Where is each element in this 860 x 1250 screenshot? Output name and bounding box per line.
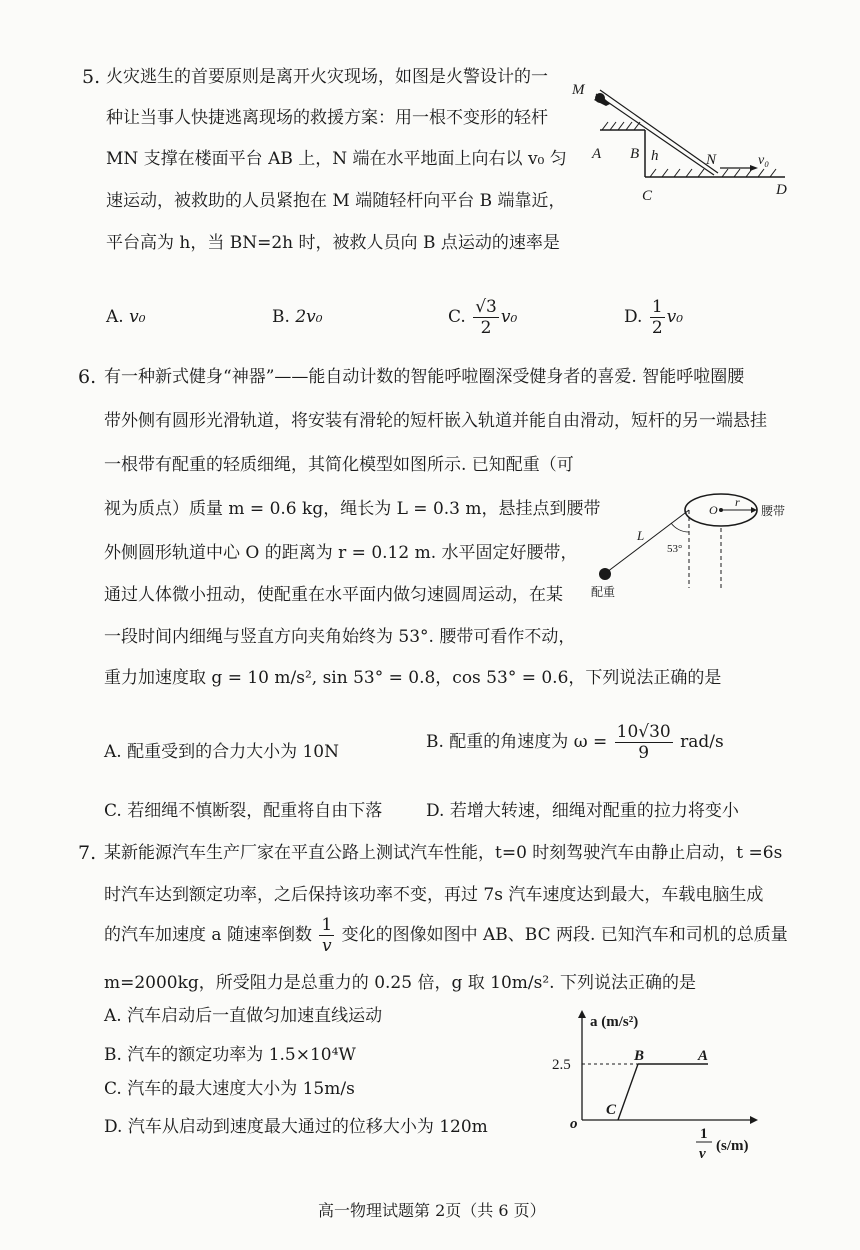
q7-line-1: 某新能源汽车生产厂家在平直公路上测试汽车性能，t=0 时刻驾驶汽车由静止启动，t =6s xyxy=(104,843,783,863)
svg-text:A: A xyxy=(698,1048,709,1064)
svg-text:腰带: 腰带 xyxy=(761,504,786,518)
segment-bc xyxy=(618,1064,638,1120)
svg-text:N: N xyxy=(706,152,717,168)
svg-text:C: C xyxy=(642,188,653,204)
svg-text:B: B xyxy=(634,1048,645,1064)
q7-line-3: 的汽车加速度 a 随速率倒数 $\frac{1}{v}$ 变化的图像如图中 AB、BC 两段. 已知汽车和司机的总质量 xyxy=(104,915,788,956)
q6-line-5: 外侧圆形轨道中心 O 的距离为 r = 0.12 m. 水平固定好腰带， xyxy=(104,543,578,563)
q7-option-d[interactable]: D. 汽车从启动到速度最大通过的位移大小为 120m xyxy=(104,1117,488,1137)
svg-text:A: A xyxy=(592,146,602,162)
svg-text:L: L xyxy=(637,528,645,543)
q7-number: 7. xyxy=(78,842,97,864)
svg-text:v: v xyxy=(699,1146,706,1162)
page-footer: 高一物理试题第 2页（共 6 页） xyxy=(318,1201,546,1220)
q5-rescue-figure xyxy=(570,72,800,212)
q5-line-1: 火灾逃生的首要原则是离开火灾现场，如图是火警设计的一 xyxy=(106,67,548,87)
svg-text:1: 1 xyxy=(700,1126,708,1142)
svg-text:(s/m): (s/m) xyxy=(716,1138,749,1154)
q6-line-4: 视为质点）质量 m = 0.6 kg，绳长为 L = 0.3 m，悬挂点到腰带 xyxy=(104,499,601,519)
q6-option-c[interactable]: C. 若细绳不慎断裂，配重将自由下落 xyxy=(104,801,383,821)
q7-option-c[interactable]: C. 汽车的最大速度大小为 15m/s xyxy=(104,1079,355,1099)
q5-number: 5. xyxy=(82,66,101,88)
q5-option-a[interactable]: A. v₀ xyxy=(106,307,146,327)
q7-option-b[interactable]: B. 汽车的额定功率为 1.5×10⁴W xyxy=(104,1045,356,1065)
q6-line-7: 一段时间内细绳与竖直方向夹角始终为 53°. 腰带可看作不动， xyxy=(104,627,576,647)
q6-number: 6. xyxy=(78,366,97,388)
q5-line-3: MN 支撑在楼面平台 AB 上，N 端在水平地面上向右以 v₀ 匀 xyxy=(106,149,567,169)
q5-line-2: 种让当事人快捷逃离现场的救援方案：用一根不变形的轻杆 xyxy=(106,108,548,128)
svg-text:M: M xyxy=(572,82,585,98)
q5-line-5: 平台高为 h，当 BN=2h 时，被救人员向 B 点运动的速率是 xyxy=(106,233,560,253)
svg-text:D: D xyxy=(776,182,787,198)
svg-text:a (m/s²): a (m/s²) xyxy=(590,1014,639,1030)
q5-line-4: 速运动，被救助的人员紧抱在 M 端随轻杆向平台 B 端靠近， xyxy=(106,191,566,211)
q6-line-8: 重力加速度取 g = 10 m/s², sin 53° = 0.8，cos 53° = 0.6，下列说法正确的是 xyxy=(104,668,722,688)
svg-text:配重: 配重 xyxy=(591,585,616,599)
svg-text:O: O xyxy=(709,503,718,517)
svg-text:B: B xyxy=(630,146,640,162)
q6-option-b[interactable]: B. 配重的角速度为 ω = $\frac{10√30}{9}$ rad/s xyxy=(426,722,724,763)
q5-option-b[interactable]: B. 2v₀ xyxy=(272,307,323,327)
counterweight xyxy=(599,568,611,580)
q7-line-4: m=2000kg，所受阻力是总重力的 0.25 倍，g 取 10m/s². 下列说法正确的是 xyxy=(104,973,696,993)
q5-option-c[interactable]: C. $\frac{√3}{2}$ v₀ xyxy=(448,297,518,338)
svg-text:r: r xyxy=(735,495,740,509)
rope xyxy=(607,510,689,572)
svg-text:2.5: 2.5 xyxy=(552,1057,571,1073)
svg-text:53°: 53° xyxy=(667,543,683,555)
q6-line-1: 有一种新式健身“神器”——能自动计数的智能呼啦圈深受健身者的喜爱. 智能呼啦圈腰 xyxy=(104,367,745,387)
q6-option-a[interactable]: A. 配重受到的合力大小为 10N xyxy=(104,742,339,762)
svg-text:C: C xyxy=(606,1102,617,1118)
svg-text:v₀: v₀ xyxy=(758,153,770,168)
q6-option-d[interactable]: D. 若增大转速，细绳对配重的拉力将变小 xyxy=(426,801,739,821)
q5-option-d[interactable]: D. $\frac{1}{2}$ v₀ xyxy=(624,297,684,338)
q7-acceleration-graph xyxy=(550,1008,800,1168)
svg-text:o: o xyxy=(570,1116,578,1132)
q6-hula-hoop-figure xyxy=(585,470,800,610)
q6-line-3: 一根带有配重的轻质细绳，其简化模型如图所示. 已知配重（可 xyxy=(104,455,574,475)
q6-line-2: 带外侧有圆形光滑轨道，将安装有滑轮的短杆嵌入轨道并能自由滑动，短杆的另一端悬挂 xyxy=(104,411,767,431)
svg-text:h: h xyxy=(651,148,659,164)
q7-option-a[interactable]: A. 汽车启动后一直做匀加速直线运动 xyxy=(104,1006,383,1026)
q7-line-2: 时汽车达到额定功率，之后保持该功率不变，再过 7s 汽车速度达到最大，车载电脑生成 xyxy=(104,885,764,905)
q6-line-6: 通过人体微小扭动，使配重在水平面内做匀速圆周运动，在某 xyxy=(104,585,563,605)
